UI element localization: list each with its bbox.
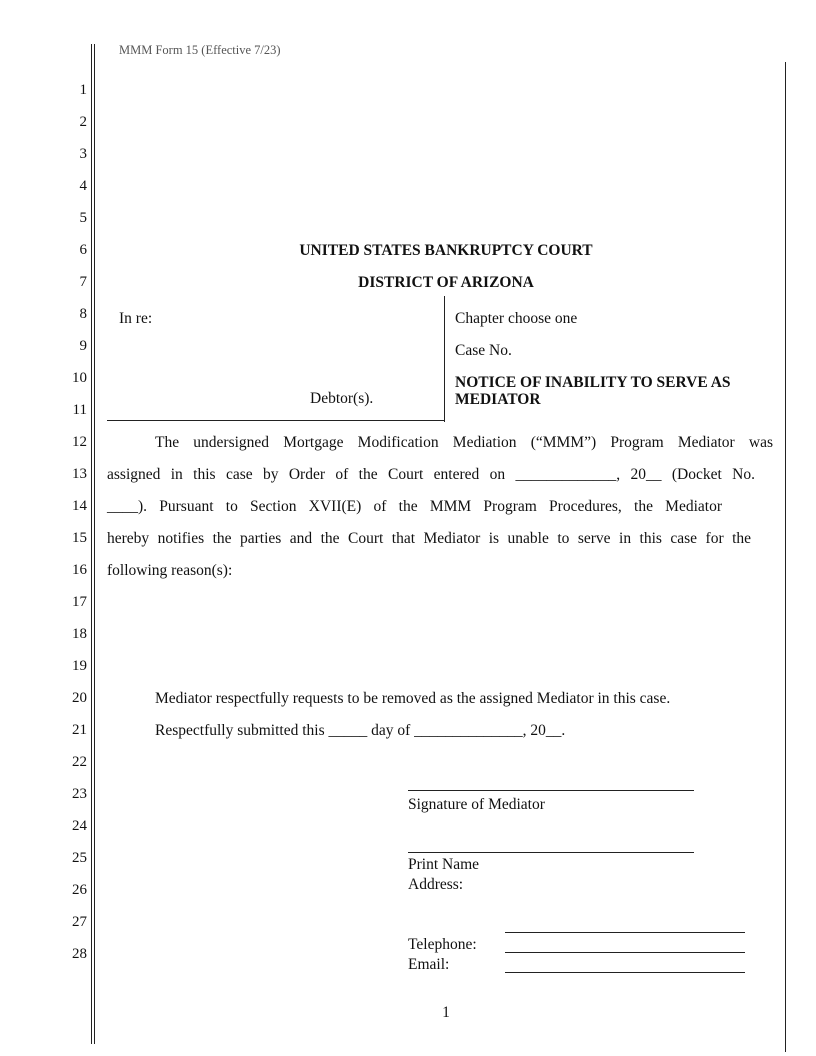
line-number: 3 — [79, 146, 87, 162]
left-margin-rule-outer — [91, 44, 92, 1044]
print-name-label: Print Name — [408, 856, 480, 873]
line-number: 4 — [79, 178, 87, 194]
line-number: 7 — [79, 274, 87, 290]
line-number: 20 — [72, 690, 87, 706]
body-line-21: Respectfully submitted this _____ day of ______________, 20__. — [155, 722, 566, 739]
notice-title-line-1: NOTICE OF INABILITY TO SERVE AS — [455, 374, 731, 391]
line-number: 8 — [79, 306, 87, 322]
line-number: 9 — [79, 338, 87, 354]
line-number: 23 — [72, 786, 87, 802]
caption-divider — [444, 296, 445, 422]
line-number: 5 — [79, 210, 87, 226]
in-re-label: In re: — [119, 310, 153, 327]
line-number: 1 — [79, 82, 87, 98]
line-number: 2 — [79, 114, 87, 130]
line-number: 13 — [72, 466, 87, 482]
line-number: 16 — [72, 562, 87, 578]
court-name: UNITED STATES BANKRUPTCY COURT — [299, 242, 593, 259]
body-line-20: Mediator respectfully requests to be removed as the assigned Mediator in this case. — [155, 690, 671, 707]
debtor-label: Debtor(s). — [310, 390, 374, 407]
email-line — [505, 972, 745, 973]
line-number: 15 — [72, 530, 87, 546]
form-header: MMM Form 15 (Effective 7/23) — [119, 43, 281, 57]
body-line-13: assigned in this case by Order of the Court entered on _____________, 20__ (Docket No. — [107, 466, 755, 483]
line-number: 25 — [72, 850, 87, 866]
line-number: 6 — [79, 242, 87, 258]
body-line-16: following reason(s): — [107, 562, 233, 579]
body-line-12: The undersigned Mortgage Modification Mediation (“MMM”) Program Mediator was — [155, 434, 773, 451]
print-name-line — [408, 852, 694, 853]
address-label: Address: — [408, 876, 464, 893]
signature-label: Signature of Mediator — [408, 796, 545, 813]
left-margin-rule-inner — [94, 44, 95, 1044]
page-number: 1 — [442, 1004, 450, 1021]
line-number: 28 — [72, 946, 87, 962]
email-label: Email: — [408, 956, 450, 973]
line-number: 27 — [72, 914, 87, 930]
line-number: 18 — [72, 626, 87, 642]
telephone-label: Telephone: — [408, 936, 477, 953]
notice-title-line-2: MEDIATOR — [455, 391, 541, 408]
line-number: 12 — [72, 434, 87, 450]
line-number: 22 — [72, 754, 87, 770]
right-margin-rule — [785, 62, 786, 1052]
line-number: 14 — [72, 498, 87, 514]
address-line — [505, 932, 745, 933]
chapter-field: Chapter choose one — [455, 310, 578, 327]
court-district: DISTRICT OF ARIZONA — [358, 274, 534, 291]
line-number: 21 — [72, 722, 87, 738]
line-number: 19 — [72, 658, 87, 674]
case-number-label: Case No. — [455, 342, 512, 359]
line-number: 24 — [72, 818, 87, 834]
caption-bottom-rule — [107, 420, 445, 421]
body-line-14: ____). Pursuant to Section XVII(E) of the MMM Program Procedures, the Mediator — [107, 498, 722, 515]
telephone-line — [505, 952, 745, 953]
line-number: 10 — [72, 370, 87, 386]
line-number: 26 — [72, 882, 87, 898]
body-line-15: hereby notifies the parties and the Court that Mediator is unable to serve in this case for the — [107, 530, 751, 547]
signature-line — [408, 790, 694, 791]
line-number: 17 — [72, 594, 87, 610]
line-number: 11 — [72, 402, 87, 418]
